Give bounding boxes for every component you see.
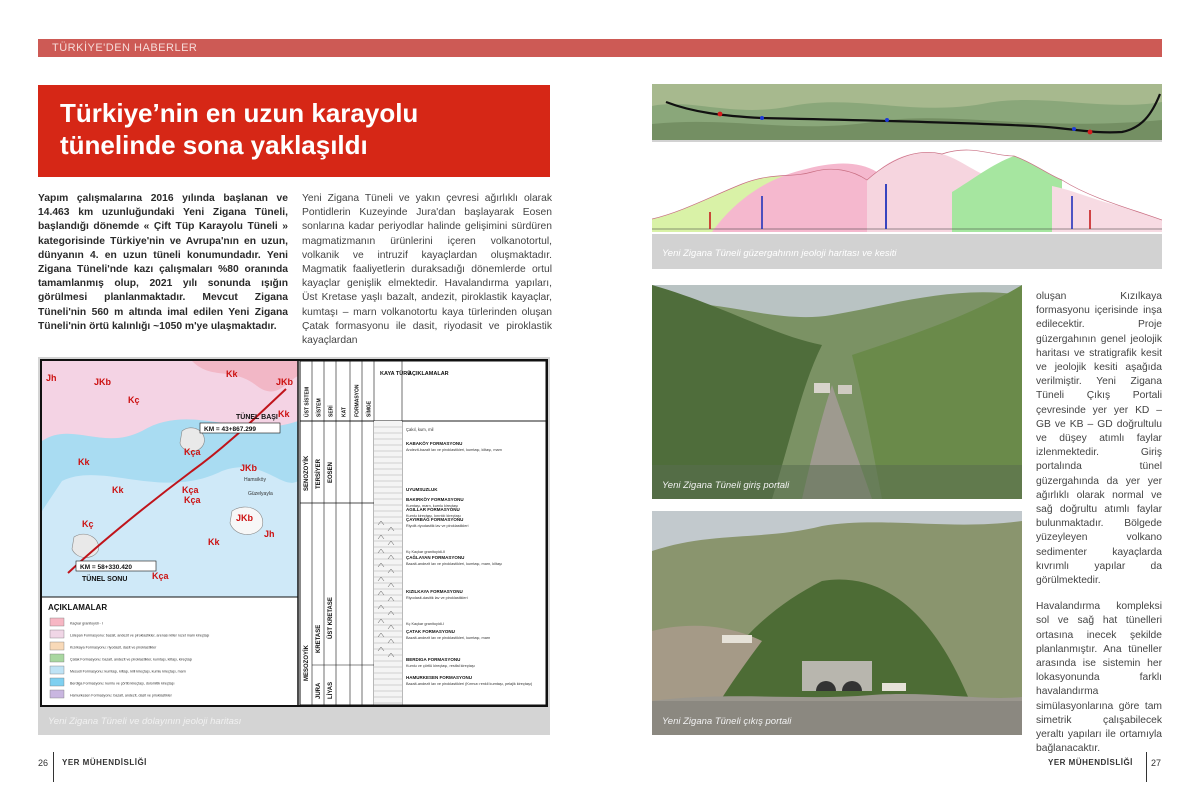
geology-profile-figure [652,84,1162,269]
strat-formation-title: ÇAĞLAYAN FORMASYONU [406,555,465,560]
tunnel-plan-portal-entry [718,112,723,117]
strat-formation-title: BAKIRKÖY FORMASYONU [406,497,464,502]
strat-formation-title: ÇAYIRBAĞ FORMASYONU [406,517,464,522]
page-number-right: 27 [1151,758,1162,768]
legend-list [50,618,209,698]
geology-profile-svg [652,84,1162,234]
geology-map-frame [40,359,548,707]
map-unit-label: Kk [78,457,90,467]
legend-swatch [50,666,64,674]
map-unit-label: Kça [182,485,199,495]
magazine-name-left: YER MÜHENDİSLİĞİ [62,758,147,767]
strat-system-label: KRETASE [316,624,322,653]
legend-swatch [50,654,64,662]
map-unit-label: Jh [264,529,275,539]
footer-divider-left [53,752,54,782]
strat-formation-title: KABAKÖY FORMASYONU [406,441,463,446]
strat-header-label: ÜST SİSTEM [304,386,311,417]
photo-portal-face [802,661,872,691]
entry-portal-caption: Yeni Zigana Tüneli giriş portali [662,480,790,491]
strat-header-label: SİSTEM [316,398,323,417]
body-column-3-paragraph-2: Havalandırma kompleksi sol ve sağ hat tünelleri ortasına inecek şekilde planlanmıştır. Ana tüneller arasında ise sistemin her lokasyonunda farklı havalandırma simülasyonlarına göre tam simetrik çalışabilecek yeraltı yapıları ile ortamıyla bağlanacaktır. [1036,601,1162,755]
strat-formation-desc: Kumlu kireçtaşı, kırıntılı kireçtaşı [406,514,461,518]
strat-formation-desc: Kumtaşı, marn, kumlu kireçtaşı [406,504,459,508]
legend-item-text: Lülepan Formasyonu: bazalt, andezit ve piroklastikler, arenası killer rozet marn kireçtaşı [70,633,210,638]
strat-system-label: JURA [316,682,322,699]
magazine-name-right: YER MÜHENDİSLİĞİ [1048,758,1133,767]
legend-swatch [50,618,64,626]
geology-map-svg [42,361,546,705]
tunnel-end-km: KM = 58+330.420 [80,564,133,571]
entry-portal-photo [652,285,1022,499]
map-unit-label: JKb [94,377,112,387]
legend-item-text: Mesudi Formasyonu: kumtaşı, kiltaşı, killi kireçtaşı, kumlu kireçtaşı, marn [70,669,186,674]
photo-site-building [722,635,752,643]
exit-portal-caption: Yeni Zigana Tüneli çıkış portali [662,716,792,727]
geology-map-caption: Yeni Zigana Tüneli ve dolayının jeoloji haritası [48,716,242,727]
tunnel-end-label: TÜNEL SONU [82,576,128,583]
body-column-3-paragraph-1: oluşan Kızılkaya formasyonu içerisinde inşa edilecektir. Proje güzergahının genel jeolojik haritası ve stratigrafik kesit ve jeolojik kesiti aşağıda verilmiştir. Yeni Zigana Tüneli Çıkış Portali çevresinde yer yer KD – GB ve KB – GD doğrultulu ve düşey atımlı faylar izlenmektedir. Giriş portalında tünel güzergahında da yer yer ağırlıklı olarak normal ve sağ doğrultu atımlı faylar bulunmaktadır. Bölgede yüzeyleyen volkano sedimenter kayaçlarda kıvrımlı yapılar da görülmektedir. [1036,291,1162,587]
geology-map-figure [38,357,550,735]
article-title: Türkiye’nin en uzun karayolu tünelinde sona yaklaşıldı [60,98,419,160]
strat-formation-title: KIZILKAYA FORMASYONU [406,589,463,594]
strat-upper-system-label: MESOZOYİK [304,644,310,681]
strat-upper-system-label: SENOZOYİK [304,455,310,491]
strat-formation-title: UYUMSUZLUK [406,487,438,492]
strat-header-label: AÇIKLAMALAR [408,371,449,377]
legend-swatch [50,630,64,638]
strat-header-label: SERİ [328,405,335,417]
exit-portal-photo [652,511,1022,735]
strat-formation-desc: Bazalt-andezit lav ve piroklastikleri, kumtaşı, marn [406,636,491,640]
tunnel-start-label: TÜNEL BAŞI [236,414,278,421]
body-column-3 [1036,290,1162,757]
strat-header-label: KAYA TÜRÜ [380,371,412,377]
footer-divider-right [1146,752,1147,782]
map-unit-label: Kk [112,485,124,495]
strat-formation-title: AGILLAR FORMASYONU [406,507,460,512]
map-unit-label: Kça [184,495,201,505]
map-unit-label: Kk [278,409,290,419]
geology-profile-caption: Yeni Zigana Tüneli güzergahının jeoloji haritası ve kesiti [662,248,897,259]
entry-portal-photo-svg [652,285,1022,499]
strat-header-label: FORMASYON [354,384,361,417]
map-unit-label: JKb [276,377,294,387]
strat-formation-desc: Bazalt-andezit lav ve piroklastikleri, kumtaşı, marn, kiltaşı [406,562,503,566]
tunnel-plan-portal-exit [1088,130,1093,135]
legend-item-text: Berdiga Formasyonu: kumlu ve çörtlü kireçtaşı, dolomitik kireçtaşı [70,681,175,686]
strat-formation-desc: Riyodasit-dasitik lav ve piroklastikleri [406,596,468,600]
tunnel-plan-marker [1072,127,1076,131]
strat-formation-title: HAMURKESEN FORMASYONU [406,675,473,680]
tunnel-plan-marker [885,118,889,122]
tunnel-start-km: KM = 43+867.299 [204,426,257,433]
map-unit-label: JKb [240,463,258,473]
legend-swatch [50,642,64,650]
strat-intrusion-label: Kç Kaçkar granitoyidi-I [406,622,444,626]
article-intro: Yapım çalışmalarına 2016 yılında başlanan ve 14.463 km uzunluğundaki Yeni Zigana Tüneli, başlandığı dönemde « Çift Tüp Karayolu Tüneli » kategorisinde Türkiye'nin ve Avrupa'nın en uzun, dünyanın 4. en uzun tüneli konumundadır. Yeni Zigana Tüneli'nde kazı çalışmaları %80 oranında tamamlanmış olup, 2021 yılı sonunda ışığın görülmesi planlanmaktadır. Mevcut Zigana Tüneli'nin 560 m altında imal edilen Yeni Zigana Tüneli'nin örtü kalınlığı ~1050 m'ye ulaşmaktadır. [38,193,288,332]
strat-header-box [300,361,546,421]
legend-title: AÇIKLAMALAR [48,603,108,612]
strat-formation-title: BERDIGA FORMASYONU [406,657,461,662]
body-column-2: Yeni Zigana Tüneli ve yakın çevresi ağırlıklı olarak Pontidlerin Kuzeyinde Jura'dan başlayarak Eosen sonlarına kadar periyodlar halinde gelişimini sürdüren magmatizmanın ürünlerini içeren volkanotortul, volkanik ve intruzif kayaçlardan oluşmaktadır. Magmatik faaliyetlerin duraksadığı dönemlerde ortul kayaçlar genişlik elmektedir. Havalandırma yapıları, Üst Kretase yaşlı bazalt, andezit, piroklastik kayaçlar, kumtaşı – marn volkanotortu kaya türlerinden oluşan Çatak formasyonu ile dasit, riyodasit ve piroklastik kayaçlardan [302,193,552,347]
map-unit-label: Kça [152,571,169,581]
strat-formation-desc: Andezit-bazalt lav ve piroklastikleri, kumtaşı, kiltaşı, marn [406,448,503,452]
strat-formation-title: ÇATAK FORMASYONU [406,629,455,634]
section-bar [38,39,1162,57]
strat-lithology-column [374,421,402,705]
legend-swatch [50,678,64,686]
photo-portal-structure [838,385,852,394]
page-number-left: 26 [38,758,49,768]
photo-portal-structure [814,383,830,393]
map-place-label: Güzelyayla [248,491,273,497]
section-label: TÜRKİYE'DEN HABERLER [52,42,198,54]
legend-item-text: Hamurkesen Formasyonu: bazalt, andezit, dasit ve piroklastikler [70,693,172,698]
strat-system-label: TERSİYER [316,458,322,489]
strat-header-label: SİMGE [366,400,373,417]
strat-header-label: KAT [341,407,348,417]
strat-intrusion-label: Kç Kaçkar granitoyidi-II [406,550,446,554]
legend-item-text: Kızılkaya Formasyonu: riyodasit, dasit ve piroklastikler [70,645,157,650]
strat-series-label: EOSEN [328,461,334,483]
strat-series-label: LİYAS [328,681,334,699]
map-place-label: Hamsiköy [244,477,266,483]
tunnel-plan-marker [760,116,764,120]
map-unit-label: Kç [128,395,140,405]
legend-item-text: Çatak Formasyonu: bazalt, andezit ve piroklastikler, kumtaşı, kiltaşı, kireçtaşı [70,657,193,662]
photo-site-building [882,683,906,691]
legend-swatch [50,690,64,698]
article-title-box [38,85,550,177]
map-unit-label: Kç [82,519,94,529]
map-unit-label: Jh [46,373,57,383]
strat-formation-desc: Bazalt-andezit lav ve piroklastikleri (Kırmızı renkli kumtaşı, pelajik kireçtaşı) [406,682,533,686]
legend-item-text: Kaçkar granitoyidi - I [70,621,103,626]
map-unit-label: Kk [226,369,238,379]
strat-formation-desc: Riyolit-riyodasitik lav ve piroklastikleri [406,524,469,528]
strat-series-label: ÜST KRETASE [328,597,334,639]
strat-top-note: Çakıl, kum, mil [406,427,434,432]
exit-portal-photo-svg [652,511,1022,735]
map-unit-label: Kça [184,447,201,457]
map-unit-label: Kk [208,537,220,547]
strat-formation-desc: Kumlu ve çörtlü kireçtaşı, resifal kireçtaşı [406,664,475,668]
map-unit-label: JKb [236,513,254,523]
